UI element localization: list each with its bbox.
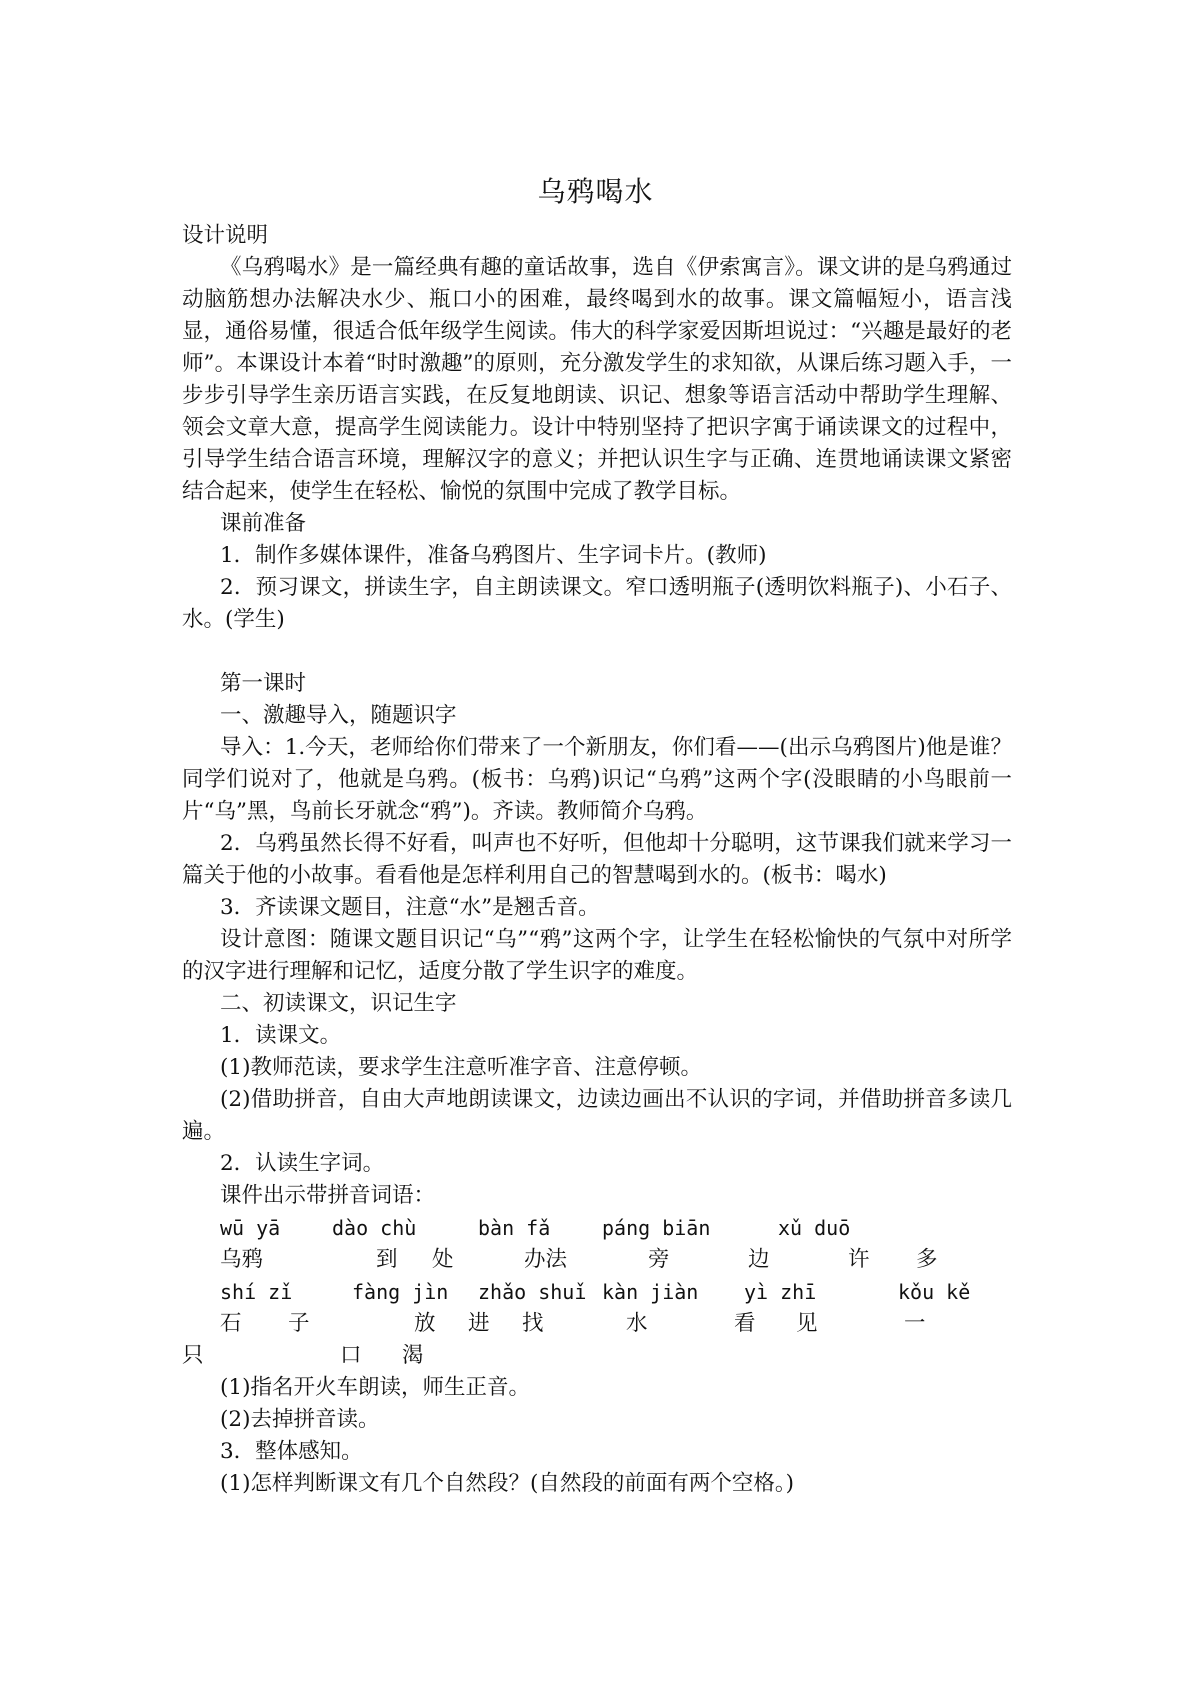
part2-heading: 二、初读课文，识记生字 [220,991,457,1016]
section-heading-design: 设计说明 [182,223,269,248]
pinyin-item: dào chù [332,1216,417,1240]
pinyin-item: bàn fǎ [478,1216,551,1240]
hanzi-item: 找 [522,1311,544,1336]
hanzi-item: 乌鸦 [220,1247,264,1272]
read-step-2b: (2)去掉拼音读。 [220,1407,380,1432]
hanzi-item: 到 [376,1247,398,1272]
pinyin-item: kǒu kě [898,1280,971,1304]
hanzi-item: 进 [468,1311,490,1336]
read-step-3a: (1)怎样判断课文有几个自然段？(自然段的前面有两个空格。) [220,1471,794,1496]
read-step-2: 2．认读生字词。 [220,1151,385,1176]
read-step-1: 1．读课文。 [220,1023,342,1048]
pinyin-item: wū yā [220,1216,281,1240]
pinyin-item: shí zǐ [220,1280,293,1304]
intro-paragraph-3: 3．齐读课文题目，注意“水”是翘舌音。 [220,895,600,920]
document-body [182,220,1012,1500]
read-step-2a: (1)指名开火车朗读，师生正音。 [220,1375,530,1400]
pinyin-row-1 [182,1212,1012,1244]
hanzi-item: 口 [340,1343,362,1368]
hanzi-row-3 [182,1340,1012,1372]
hanzi-item: 多 [916,1247,938,1272]
hanzi-item: 水 [626,1311,648,1336]
pinyin-item: fàng jìn [352,1280,449,1304]
read-step-1a: (1)教师范读，要求学生注意听准字音、注意停顿。 [220,1055,702,1080]
courseware-line: 课件出示带拼音词语： [220,1183,436,1208]
hanzi-item: 只 [182,1343,204,1368]
intro-paragraph-1: 导入：1.今天，老师给你们带来了一个新朋友，你们看——(出示乌鸦图片)他是谁？同学们说对了，他就是乌鸦。(板书：乌鸦)识记“乌鸦”这两个字(没眼睛的小鸟眼前一片“乌”黑，鸟前长牙就念“鸦”)。齐读。教师简介乌鸦。 [182,735,1012,824]
document-title: 乌鸦喝水 [537,175,654,208]
read-step-3: 3．整体感知。 [220,1439,363,1464]
design-paragraph: 《乌鸦喝水》是一篇经典有趣的童话故事，选自《伊索寓言》。课文讲的是乌鸦通过动脑筋想办法解决水少、瓶口小的困难，最终喝到水的故事。课文篇幅短小，语言浅显，通俗易懂，很适合低年级学生阅读。伟大的科学家爱因斯坦说过：“兴趣是最好的老师”。本课设计本着“时时激趣”的原则，充分激发学生的求知欲，从课后练习题入手，一步步引导学生亲历语言实践，在反复地朗读、识记、想象等语言活动中帮助学生理解、领会文章大意，提高学生阅读能力。设计中特别坚持了把识字寓于诵读课文的过程中，引导学生结合语言环境，理解汉字的意义；并把认识生字与正确、连贯地诵读课文紧密结合起来，使学生在轻松、愉悦的氛围中完成了教学目标。 [182,255,1012,504]
read-step-1b: (2)借助拼音，自由大声地朗读课文，边读边画出不认识的字词，并借助拼音多读几遍。 [182,1087,1012,1144]
hanzi-row-1 [182,1244,1012,1276]
pinyin-item: páng biān [602,1216,711,1240]
hanzi-item: 放 [414,1311,436,1336]
hanzi-item: 见 [796,1311,818,1336]
pinyin-item: xǔ duō [778,1216,851,1240]
pinyin-item: zhǎo shuǐ [478,1280,587,1304]
hanzi-row-2 [182,1308,1012,1340]
prep-item-1: 1．制作多媒体课件，准备乌鸦图片、生字词卡片。(教师) [220,543,767,568]
design-intent-paragraph: 设计意图：随课文题目识记“乌”“鸦”这两个字，让学生在轻松愉快的气氛中对所学的汉字进行理解和记忆，适度分散了学生识字的难度。 [182,927,1012,984]
pinyin-row-2 [182,1276,1012,1308]
hanzi-item: 边 [748,1247,770,1272]
prep-heading: 课前准备 [220,511,307,536]
pinyin-item: kàn jiàn [602,1280,699,1304]
hanzi-item: 办法 [524,1247,568,1272]
prep-item-2: 2．预习课文，拼读生字，自主朗读课文。窄口透明瓶子(透明饮料瓶子)、小石子、水。(学生) [182,575,1012,632]
lesson1-heading: 第一课时 [220,671,307,696]
hanzi-item: 看 [734,1311,756,1336]
intro-paragraph-2: 2．乌鸦虽然长得不好看，叫声也不好听，但他却十分聪明，这节课我们就来学习一篇关于他的小故事。看看他是怎样利用自己的智慧喝到水的。(板书：喝水) [182,831,1012,888]
hanzi-item: 处 [432,1247,454,1272]
blank-line [182,636,1012,668]
part1-heading: 一、激趣导入，随题识字 [220,703,457,728]
hanzi-item: 石 [220,1311,242,1336]
hanzi-item: 旁 [648,1247,670,1272]
hanzi-item: 一 [904,1311,926,1336]
pinyin-item: yì zhī [744,1280,817,1304]
hanzi-item: 渴 [402,1343,424,1368]
hanzi-item: 子 [288,1311,310,1336]
hanzi-item: 许 [848,1247,870,1272]
